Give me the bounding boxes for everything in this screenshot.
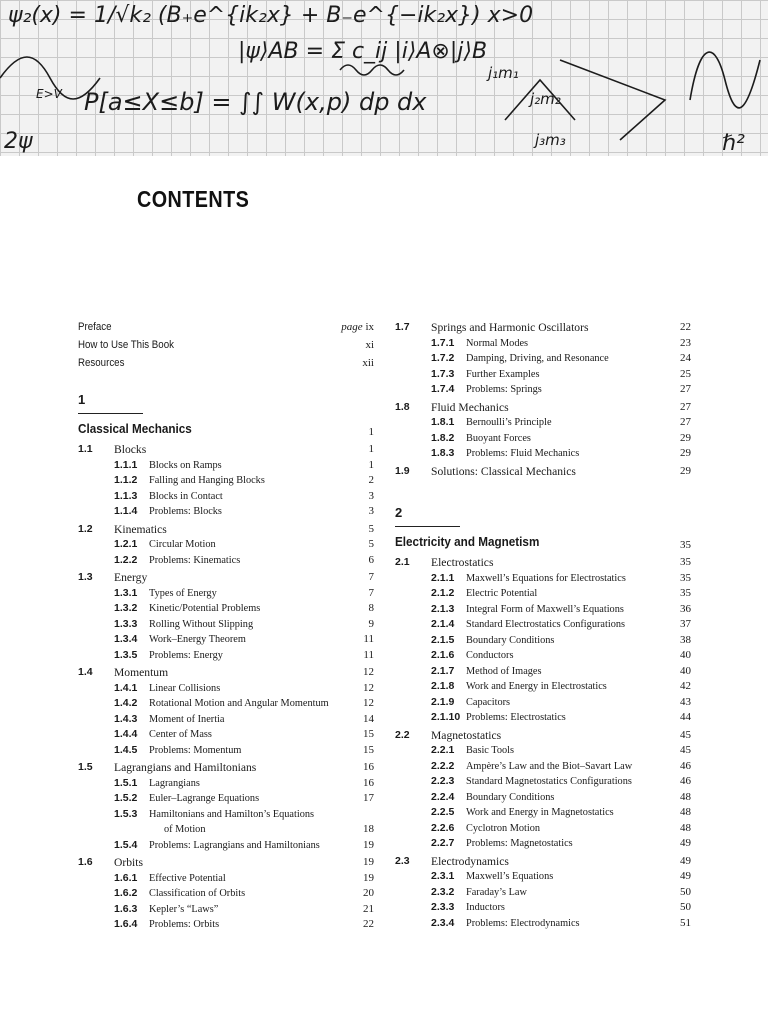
header-banner <box>0 0 768 156</box>
entry-page-number: 29 <box>680 447 691 459</box>
entry-number: 2.2.3 <box>431 775 455 787</box>
entry-title: Problems: Kinematics <box>149 554 241 566</box>
entry-page-number: page ix <box>341 321 374 333</box>
entry-title: Conductors <box>466 650 514 661</box>
entry-number: 1.3.2 <box>114 602 138 614</box>
entry-number: 2.2.4 <box>431 790 455 803</box>
toc-subsection-entry[interactable] <box>78 727 374 743</box>
entry-page-number: 19 <box>363 856 374 868</box>
entry-page-number: 37 <box>680 618 691 630</box>
entry-title: Linear Collisions <box>149 682 221 694</box>
toc-subsection-entry[interactable] <box>78 696 374 712</box>
toc-subsection-entry[interactable] <box>395 586 691 602</box>
formula-j1m1: j₁m₁ <box>488 64 519 82</box>
entry-title: Solutions: Classical Mechanics <box>431 464 576 478</box>
entry-number: 1.3.4 <box>114 633 138 645</box>
entry-page-number: 49 <box>680 837 691 849</box>
formula-probability: P[a≤X≤b] = ∫∫ W(x,p) dp dx <box>84 88 427 116</box>
toc-subsection-entry[interactable] <box>395 431 691 447</box>
toc-subsection-entry[interactable] <box>395 916 691 932</box>
entry-title: of Motion <box>164 824 206 835</box>
toc-subsection-entry[interactable] <box>395 382 691 398</box>
toc-subsection-entry[interactable] <box>78 917 374 933</box>
entry-number: 1.3 <box>78 571 93 583</box>
entry-page-number: 48 <box>680 821 691 834</box>
entry-number: 2.1.4 <box>431 618 455 630</box>
entry-page-number: 11 <box>363 648 374 661</box>
entry-page-number: 27 <box>680 383 691 395</box>
entry-page-number: 44 <box>680 711 691 723</box>
toc-front-matter-entry[interactable] <box>78 336 374 354</box>
entry-title: Falling and Hanging Blocks <box>149 475 265 486</box>
toc-subsection-entry[interactable] <box>78 648 374 664</box>
entry-title: Fluid Mechanics <box>431 400 509 414</box>
entry-page-number: 35 <box>680 556 691 568</box>
entry-page-number: 6 <box>368 553 374 566</box>
formula-bell-state: |ψ⟩AB = Σ c_ij |i⟩A⊗|j⟩B <box>238 39 488 64</box>
entry-title: Electrodynamics <box>431 854 509 868</box>
entry-title: Problems: Electrodynamics <box>466 917 580 929</box>
toc-subsection-entry[interactable] <box>78 807 374 823</box>
toc-subsection-entry[interactable] <box>395 367 691 383</box>
entry-title: Problems: Fluid Mechanics <box>466 448 580 459</box>
entry-number: 1.5.2 <box>114 792 138 804</box>
formula-j2m2: j₂m₂ <box>530 90 561 108</box>
entry-number: 2.2 <box>395 728 410 741</box>
entry-number: 2.2.2 <box>431 759 455 772</box>
entry-title: Kepler’s “Laws” <box>149 903 219 915</box>
entry-number: 1.6.1 <box>114 871 138 884</box>
toc-section-entry[interactable] <box>78 570 374 586</box>
entry-title: Bernoulli’s Principle <box>466 417 552 428</box>
chapter-heading-2 <box>395 503 691 553</box>
entry-number: 1.6.4 <box>114 918 138 930</box>
chapter-rule <box>78 413 143 414</box>
entry-number: 1.6.3 <box>114 902 138 915</box>
entry-title: Method of Images <box>466 665 542 677</box>
entry-title: Problems: Blocks <box>149 506 222 517</box>
entry-page-number: 48 <box>680 790 691 803</box>
entry-page-number: 16 <box>363 761 374 773</box>
entry-page-number: xii <box>362 357 374 369</box>
toc-section-entry[interactable] <box>395 854 691 870</box>
entry-number: 1.6 <box>78 856 93 868</box>
entry-title: Kinematics <box>114 522 167 536</box>
entry-title: Buoyant Forces <box>466 432 531 444</box>
entry-number: 1.4.1 <box>114 681 138 694</box>
entry-title: Blocks <box>114 443 147 456</box>
entry-title: Cyclotron Motion <box>466 822 541 834</box>
entry-number: 1.2.2 <box>114 553 138 566</box>
entry-title: Problems: Springs <box>466 384 542 395</box>
entry-title: Moment of Inertia <box>149 713 225 725</box>
toc-subsection-entry[interactable] <box>78 458 374 474</box>
chapter-rule <box>395 526 460 527</box>
toc-subsection-entry[interactable] <box>78 886 374 902</box>
entry-title: Hamiltonians and Hamilton’s Equations <box>149 808 315 820</box>
entry-page-number: 46 <box>680 775 691 787</box>
toc-subsection-entry[interactable] <box>395 759 691 775</box>
toc-subsection-entry[interactable] <box>395 351 691 367</box>
entry-number: 2.3 <box>395 854 410 867</box>
chapter-number: 2 <box>395 505 403 520</box>
entry-number: 1.7 <box>395 321 410 333</box>
entry-number: 1.5.1 <box>114 776 138 789</box>
entry-title: Problems: Electrostatics <box>466 712 566 723</box>
entry-page-number: 3 <box>368 489 374 502</box>
entry-page-number: 19 <box>363 871 374 884</box>
entry-title: Rolling Without Slipping <box>149 618 254 630</box>
toc-subsection-entry[interactable] <box>395 900 691 916</box>
entry-number: 2.2.6 <box>431 821 455 834</box>
entry-page-number: 50 <box>680 901 691 913</box>
toc-subsection-entry[interactable] <box>395 790 691 806</box>
toc-subsection-entry[interactable] <box>78 712 374 728</box>
entry-number: 1.5.4 <box>114 838 138 851</box>
entry-page-number: 40 <box>680 664 691 677</box>
entry-title: Problems: Energy <box>149 649 223 661</box>
entry-page-number: 16 <box>363 776 374 789</box>
entry-title: Lagrangians <box>149 777 200 789</box>
entry-number: 1.8.1 <box>431 416 455 428</box>
entry-page-number: 1 <box>368 458 374 471</box>
entry-title: Momentum <box>114 666 169 679</box>
entry-number: 2.2.7 <box>431 837 455 849</box>
toc-subsection-entry[interactable] <box>395 336 691 352</box>
entry-title: Rotational Motion and Angular Momentum <box>149 698 329 709</box>
entry-page-number: 14 <box>363 712 374 725</box>
toc-subsection-entry[interactable] <box>78 537 374 553</box>
entry-title: Work and Energy in Electrostatics <box>466 681 607 692</box>
entry-title: Maxwell’s Equations for Electrostatics <box>466 572 626 584</box>
entry-number: 1.9 <box>395 464 410 477</box>
entry-number: 1.1.1 <box>114 458 138 471</box>
entry-number: 1.4.3 <box>114 712 138 725</box>
entry-title: Types of Energy <box>149 587 217 599</box>
entry-page-number: 49 <box>680 870 691 882</box>
entry-page-number: 29 <box>680 431 691 444</box>
entry-page-number: 22 <box>363 918 374 930</box>
entry-page-number: 29 <box>680 464 691 477</box>
toc-subsection-entry[interactable] <box>395 743 691 759</box>
handwritten-equations-illustration <box>0 0 768 156</box>
entry-page-number: 40 <box>680 649 691 661</box>
entry-title: Electric Potential <box>466 588 538 599</box>
entry-number: 2.1.2 <box>431 587 455 599</box>
entry-page-number: 20 <box>363 887 374 899</box>
toc-subsection-entry[interactable] <box>395 648 691 664</box>
toc-subsection-entry[interactable] <box>78 473 374 489</box>
entry-number: 1.3.5 <box>114 648 138 661</box>
entry-number: 1.8.2 <box>431 431 455 444</box>
entry-number: 1.1.4 <box>114 505 138 517</box>
entry-page-number: 22 <box>680 321 691 333</box>
toc-subsection-entry[interactable] <box>78 489 374 505</box>
toc-subsection-entry[interactable] <box>78 822 374 838</box>
toc-subsection-entry[interactable] <box>395 617 691 633</box>
toc-section-entry[interactable] <box>78 442 374 458</box>
toc-section-entry[interactable] <box>395 400 691 416</box>
entry-page-number: 43 <box>680 695 691 708</box>
entry-title: Center of Mass <box>149 729 212 740</box>
entry-number: 2.3.3 <box>431 901 455 913</box>
entry-title: Springs and Harmonic Oscillators <box>431 321 589 334</box>
entry-number: 2.1.8 <box>431 680 455 692</box>
entry-number: 2.2.5 <box>431 806 455 818</box>
entry-number: 2.1.7 <box>431 664 455 677</box>
entry-title: Euler–Lagrange Equations <box>149 793 260 804</box>
entry-title: Inductors <box>466 902 505 913</box>
chapter-title-text: Electricity and Magnetism <box>395 534 540 549</box>
entry-number: 1.8.3 <box>431 447 455 459</box>
toc-subsection-entry[interactable] <box>78 871 374 887</box>
entry-page-number: 17 <box>363 792 374 804</box>
entry-title: Electrostatics <box>431 556 494 569</box>
entry-page-number: 12 <box>363 681 374 694</box>
toc-subsection-entry[interactable] <box>78 586 374 602</box>
entry-number: 2.1.10 <box>431 711 461 723</box>
toc-subsection-entry[interactable] <box>395 869 691 885</box>
entry-title: Basic Tools <box>466 745 514 756</box>
entry-number: 1.6.2 <box>114 887 138 899</box>
toc-subsection-entry[interactable] <box>395 415 691 431</box>
toc-subsection-entry[interactable] <box>395 571 691 587</box>
toc-subsection-entry[interactable] <box>78 553 374 569</box>
entry-page-number: 48 <box>680 806 691 818</box>
toc-subsection-entry[interactable] <box>395 774 691 790</box>
entry-page-number: 1 <box>368 443 374 455</box>
entry-title: Standard Magnetostatics Configurations <box>466 776 632 787</box>
toc-column-left <box>78 318 374 933</box>
entry-title: Effective Potential <box>149 872 226 884</box>
entry-title: Orbits <box>114 856 143 869</box>
entry-title: Problems: Magnetostatics <box>466 838 573 849</box>
entry-number: 1.7.1 <box>431 336 455 349</box>
entry-number: 2.3.2 <box>431 885 455 898</box>
toc-subsection-entry[interactable] <box>78 632 374 648</box>
formula-hbar: ℏ² <box>722 131 745 156</box>
entry-number: 1.4.4 <box>114 728 138 740</box>
entry-number: 2.3.4 <box>431 916 455 929</box>
toc-section-entry[interactable] <box>78 522 374 538</box>
entry-page-number: 19 <box>363 838 374 851</box>
entry-page-number: 11 <box>363 633 374 645</box>
toc-subsection-entry[interactable] <box>395 664 691 680</box>
entry-title: Resources <box>78 357 125 369</box>
entry-page-number: 36 <box>680 602 691 615</box>
entry-page-number: xi <box>365 339 374 351</box>
entry-page-number: 23 <box>680 336 691 349</box>
toc-subsection-entry[interactable] <box>78 838 374 854</box>
entry-title: Further Examples <box>466 368 540 380</box>
entry-page-number: 46 <box>680 759 691 772</box>
wave-curve-right <box>690 52 760 108</box>
entry-number: 2.2.1 <box>431 744 455 756</box>
entry-title: Integral Form of Maxwell’s Equations <box>466 603 624 615</box>
entry-page-number: 27 <box>680 416 691 428</box>
toc-subsection-entry[interactable] <box>395 633 691 649</box>
chapter-page-number: 1 <box>368 426 374 438</box>
toc-front-matter-entry[interactable] <box>78 354 374 372</box>
entry-number: 1.7.4 <box>431 383 455 395</box>
entry-page-number: 15 <box>363 728 374 740</box>
entry-title: Problems: Orbits <box>149 919 220 930</box>
toc-section-entry[interactable] <box>395 728 691 744</box>
entry-page-number: 25 <box>680 367 691 380</box>
entry-page-number: 5 <box>368 538 374 550</box>
entry-number: 1.1.3 <box>114 489 138 502</box>
entry-page-number: 27 <box>680 400 691 413</box>
entry-page-number: 7 <box>368 586 374 599</box>
toc-subsection-entry[interactable] <box>78 776 374 792</box>
chapter-heading-1 <box>78 390 374 440</box>
entry-number: 2.1.9 <box>431 695 455 708</box>
entry-title: Circular Motion <box>149 539 216 550</box>
entry-number: 1.5 <box>78 761 93 773</box>
formula-e-gt-v: E>V <box>36 87 62 101</box>
chapter-page-number: 35 <box>680 539 691 551</box>
entry-number: 1.2.1 <box>114 538 138 550</box>
entry-title: Classification of Orbits <box>149 888 246 899</box>
toc-subsection-entry[interactable] <box>395 885 691 901</box>
entry-number: 1.5.3 <box>114 807 138 820</box>
toc-subsection-entry[interactable] <box>395 679 691 695</box>
entry-number: 1.4.5 <box>114 743 138 756</box>
formula-j3m3: j₃m₃ <box>535 131 566 149</box>
entry-title: Energy <box>114 571 148 584</box>
entry-number: 2.1.1 <box>431 571 455 584</box>
chapter-number: 1 <box>78 392 86 407</box>
formula-wavefunction: ψ₂(x) = 1/√k₂ (B₊e^{ik₂x} + B₋e^{−ik₂x}) x>0 <box>8 3 534 28</box>
entry-title: Faraday’s Law <box>466 886 527 898</box>
entry-page-number: 42 <box>680 680 691 692</box>
entry-title: Ampère’s Law and the Biot–Savart Law <box>466 760 633 772</box>
toc-subsection-entry[interactable] <box>78 902 374 918</box>
toc-subsection-entry[interactable] <box>395 446 691 462</box>
toc-subsection-entry[interactable] <box>395 695 691 711</box>
entry-title: Work–Energy Theorem <box>149 634 246 645</box>
entry-title: Maxwell’s Equations <box>466 871 554 882</box>
entry-page-number: 2 <box>368 474 374 486</box>
entry-title: Kinetic/Potential Problems <box>149 603 261 614</box>
entry-page-number: 35 <box>680 571 691 584</box>
toc-section-entry[interactable] <box>395 555 691 571</box>
entry-page-number: 3 <box>368 505 374 517</box>
entry-number: 1.1.2 <box>114 474 138 486</box>
chapter-title[interactable] <box>395 531 691 553</box>
toc-subsection-entry[interactable] <box>78 743 374 759</box>
toc-column-right <box>395 318 691 931</box>
toc-section-entry[interactable] <box>78 665 374 681</box>
entry-number: 1.7.2 <box>431 352 455 364</box>
entry-title: Capacitors <box>466 696 511 708</box>
entry-page-number: 45 <box>680 744 691 756</box>
entry-page-number: 15 <box>363 743 374 756</box>
entry-number: 2.3.1 <box>431 870 455 882</box>
entry-page-number: 45 <box>680 728 691 741</box>
entry-page-number: 12 <box>363 666 374 678</box>
entry-title: How to Use This Book <box>78 339 174 351</box>
entry-number: 1.4.2 <box>114 697 138 709</box>
entry-number: 2.1.5 <box>431 633 455 646</box>
entry-page-number: 12 <box>363 697 374 709</box>
toc-subsection-entry[interactable] <box>395 602 691 618</box>
entry-page-number: 24 <box>680 352 691 364</box>
entry-title: Preface <box>78 321 112 333</box>
entry-title: Blocks in Contact <box>149 490 223 502</box>
entry-title: Damping, Driving, and Resonance <box>466 353 609 364</box>
entry-number: 2.1.6 <box>431 649 455 661</box>
entry-number: 1.8 <box>395 400 410 413</box>
entry-page-number: 5 <box>368 522 374 535</box>
entry-title: Magnetostatics <box>431 728 502 742</box>
page-title: CONTENTS <box>137 186 250 212</box>
entry-page-number: 21 <box>363 902 374 915</box>
entry-page-number: 7 <box>368 571 374 583</box>
toc-subsection-entry[interactable] <box>395 821 691 837</box>
toc-section-entry[interactable] <box>78 760 374 776</box>
toc-subsection-entry[interactable] <box>78 601 374 617</box>
entry-number: 2.1.3 <box>431 602 455 615</box>
entry-page-number: 35 <box>680 587 691 599</box>
entry-number: 2.1 <box>395 556 410 568</box>
page-label: page <box>341 321 366 333</box>
entry-page-number: 8 <box>368 602 374 614</box>
entry-title: Lagrangians and Hamiltonians <box>114 761 257 774</box>
toc-section-entry[interactable] <box>395 320 691 336</box>
entry-number: 1.2 <box>78 522 93 535</box>
entry-number: 1.3.3 <box>114 617 138 630</box>
toc-subsection-entry[interactable] <box>395 836 691 852</box>
chapter-title-text: Classical Mechanics <box>78 421 192 436</box>
entry-number: 1.4 <box>78 666 93 678</box>
entry-page-number: 51 <box>680 916 691 929</box>
entry-title: Boundary Conditions <box>466 634 555 646</box>
toc-subsection-entry[interactable] <box>395 710 691 726</box>
entry-title: Boundary Conditions <box>466 791 555 803</box>
toc-subsection-entry[interactable] <box>78 681 374 697</box>
squiggle <box>340 65 404 75</box>
toc-section-entry[interactable] <box>78 855 374 871</box>
entry-page-number: 18 <box>363 823 374 835</box>
entry-title: Blocks on Ramps <box>149 459 222 471</box>
entry-title: Standard Electrostatics Configurations <box>466 619 625 630</box>
toc-subsection-entry[interactable] <box>395 805 691 821</box>
toc-subsection-entry[interactable] <box>78 617 374 633</box>
toc-subsection-entry[interactable] <box>78 504 374 520</box>
entry-page-number: 38 <box>680 633 691 646</box>
arrow-diagram-right <box>560 60 665 140</box>
entry-title: Normal Modes <box>466 337 529 349</box>
chapter-title[interactable] <box>78 418 374 440</box>
formula-laplacian: 2ψ <box>4 129 33 154</box>
entry-number: 1.3.1 <box>114 586 138 599</box>
entry-page-number: 49 <box>680 854 691 867</box>
toc-section-entry[interactable] <box>395 464 691 480</box>
entry-title: Problems: Lagrangians and Hamiltonians <box>149 839 320 851</box>
entry-title: Work and Energy in Magnetostatics <box>466 807 614 818</box>
entry-page-number: 50 <box>680 885 691 898</box>
toc-front-matter-entry[interactable] <box>78 318 374 336</box>
entry-number: 1.7.3 <box>431 367 455 380</box>
toc-subsection-entry[interactable] <box>78 791 374 807</box>
entry-title: Problems: Momentum <box>149 744 242 756</box>
entry-page-number: 9 <box>368 617 374 630</box>
entry-number: 1.1 <box>78 443 93 455</box>
